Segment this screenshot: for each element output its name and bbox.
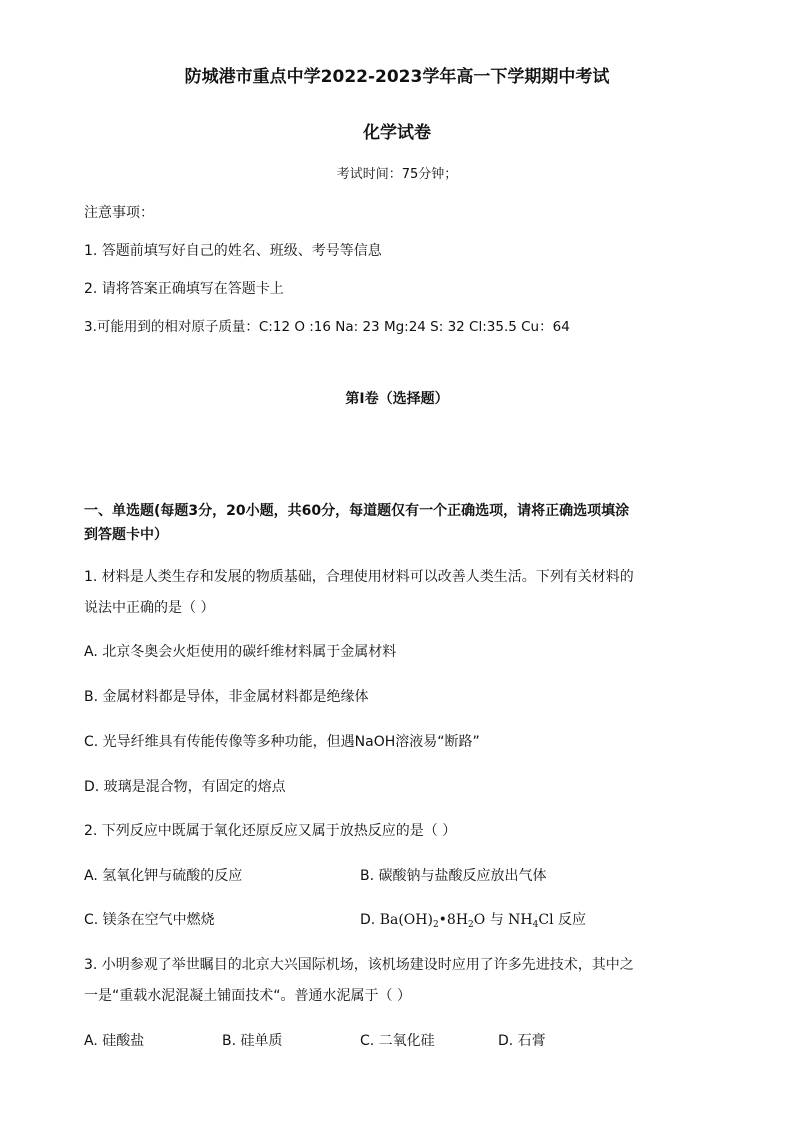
option-text: 反应 xyxy=(553,912,587,928)
section-title: 第I卷（选择题） xyxy=(345,391,449,407)
question-option: D. 玻璃是混合物，有固定的熔点 xyxy=(84,779,286,795)
option-text: 与 xyxy=(485,912,509,928)
notes-item: 3.可能用到的相对原子质量：C:12 O :16 Na: 23 Mg:24 S: 32 Cl:35.5 Cu：64 xyxy=(84,319,570,335)
question-option: A. 氢氧化钾与硫酸的反应 xyxy=(84,868,243,884)
option-label: D. xyxy=(360,912,380,928)
exam-time: 考试时间：75分钟； xyxy=(336,167,458,182)
question-option: A. 硅酸盐 xyxy=(84,1033,145,1049)
notes-item: 2. 请将答案正确填写在答题卡上 xyxy=(84,281,284,297)
question-option: A. 北京冬奥会火炬使用的碳纤维材料属于金属材料 xyxy=(84,644,397,660)
question-option: B. 硅单质 xyxy=(222,1033,283,1049)
chemical-formula: $Ba(OH)_2•8H_2O$ xyxy=(379,912,486,930)
part-heading: 一、单选题(每题3分，20小题，共60分，每道题仅有一个正确选项，请将正确选项填涂 xyxy=(84,503,630,519)
exam-title: 防城港市重点中学2022-2023学年高一下学期期中考试 xyxy=(184,67,610,87)
notes-heading: 注意事项： xyxy=(84,205,154,221)
question-option: B. 碳酸钠与盐酸反应放出气体 xyxy=(360,868,547,884)
question-option: D. 石膏 xyxy=(498,1033,546,1049)
question-stem: 1. 材料是人类生存和发展的物质基础，合理使用材料可以改善人类生活。下列有关材料的 xyxy=(84,569,634,585)
question-option: C. 光导纤维具有传能传像等多种功能，但遇NaOH溶液易“断路” xyxy=(84,734,480,750)
question-stem: 说法中正确的是（ ） xyxy=(84,600,215,616)
question-option xyxy=(360,909,586,929)
part-heading: 到答题卡中） xyxy=(84,527,168,543)
question-option: C. 二氧化硅 xyxy=(360,1033,435,1049)
question-option: B. 金属材料都是导体，非金属材料都是绝缘体 xyxy=(84,689,369,705)
question-option: C. 镁条在空气中燃烧 xyxy=(84,912,215,928)
question-stem: 3. 小明参观了举世瞩目的北京大兴国际机场，该机场建设时应用了许多先进技术，其中之 xyxy=(84,957,634,973)
exam-subtitle: 化学试卷 xyxy=(363,123,431,143)
notes-item: 1. 答题前填写好自己的姓名、班级、考号等信息 xyxy=(84,243,382,259)
chemical-formula: $NH_4Cl$ xyxy=(508,912,554,930)
question-stem: 2. 下列反应中既属于氧化还原反应又属于放热反应的是（ ） xyxy=(84,823,457,839)
question-stem: 一是“重载水泥混凝土铺面技术“。普通水泥属于（ ） xyxy=(84,988,411,1004)
